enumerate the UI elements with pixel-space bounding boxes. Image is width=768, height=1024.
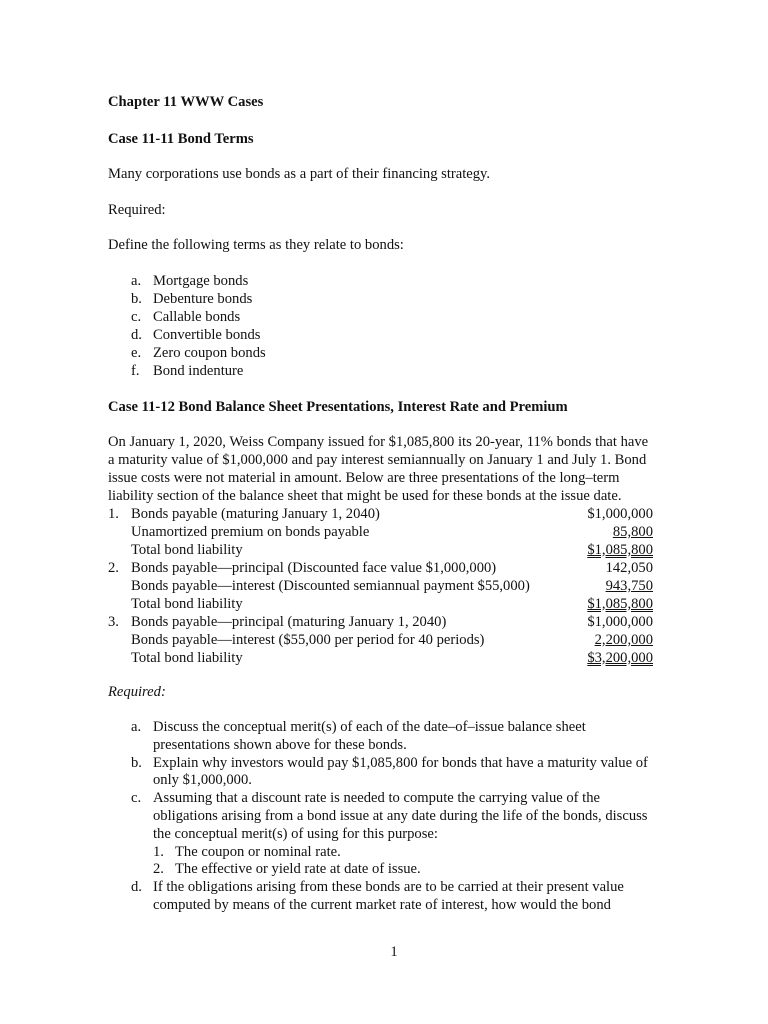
term-callable-bonds: Callable bonds [153,309,241,325]
question-line: obligations arising from a bond issue at any date during the life of the bonds, discuss [153,807,648,824]
case-11-12-paragraph-line: a maturity value of $1,000,000 and pay interest semiannually on January 1 and July 1. Bond [108,452,647,468]
list-item [131,273,431,291]
presentation-label: Unamortized premium on bonds payable [131,524,370,540]
list-marker: f. [131,363,140,379]
question-line: only $1,000,000. [153,772,252,789]
question-marker: b. [131,754,142,771]
presentation-amount: $3,200,000 [587,650,653,666]
presentation-label: Total bond liability [131,542,243,558]
presentation-label: Total bond liability [131,596,243,612]
list-marker: d. [131,327,142,343]
list-item [131,309,431,327]
sub-item [153,861,671,879]
presentation-row [108,650,653,668]
term-zero-coupon-bonds: Zero coupon bonds [153,345,266,361]
page-number: 1 [390,944,398,960]
question-line: Assuming that a discount rate is needed to compute the carrying value of the [153,790,601,807]
list-marker: e. [131,345,142,361]
presentation-row [108,596,653,614]
sub-item-marker: 1. [153,843,164,860]
presentation-row [108,560,653,578]
presentation-label: Bonds payable (maturing January 1, 2040) [131,506,380,522]
case-11-11-required-label: Required: [108,202,166,218]
required-questions-list [131,719,671,915]
presentation-label: Total bond liability [131,650,243,666]
question-line: presentations shown above for these bonds. [153,736,407,753]
question-line: If the obligations arising from these bonds are to be carried at their present value [153,879,624,896]
case-11-12-required-label: Required: [108,684,166,700]
presentation-amount: $1,000,000 [587,614,653,630]
presentation-label: Bonds payable—principal (Discounted face value $1,000,000) [131,560,497,576]
term-convertible-bonds: Convertible bonds [153,327,261,343]
question-line: Explain why investors would pay $1,085,800 for bonds that have a maturity value of [153,754,648,771]
question-d [131,879,671,915]
case-11-11-intro: Many corporations use bonds as a part of their financing strategy. [108,166,491,182]
question-a [131,719,671,755]
term-debenture-bonds: Debenture bonds [153,291,253,307]
sub-item-marker: 2. [153,861,164,878]
case-11-11-instruction: Define the following terms as they relate to bonds: [108,237,404,253]
sub-item [153,844,671,862]
list-marker: c. [131,309,142,325]
presentation-number: 2. [108,560,119,576]
presentation-amount: $1,085,800 [587,596,653,612]
presentation-row [108,614,653,632]
question-line: computed by means of the current market rate of interest, how would the bond [153,896,611,913]
presentation-label: Bonds payable—interest (Discounted semiannual payment $55,000) [131,578,530,594]
list-marker: b. [131,291,142,307]
case-11-12-paragraph-line: issue costs were not material in amount. Below are three presentations of the long–term [108,470,620,486]
question-b [131,755,671,791]
bond-terms-list [131,273,431,381]
presentation-amount: $1,085,800 [587,542,653,558]
list-item [131,291,431,309]
presentation-number: 1. [108,506,119,522]
question-marker: a. [131,719,142,735]
presentation-number: 3. [108,614,119,630]
list-marker: a. [131,273,142,289]
list-item [131,363,431,381]
term-bond-indenture: Bond indenture [153,363,244,379]
question-marker: c. [131,790,142,807]
presentation-row [108,506,653,524]
presentation-amount: 85,800 [612,524,653,540]
case-11-12-paragraph-line: On January 1, 2020, Weiss Company issued for $1,085,800 its 20-year, 11% bonds that have [108,434,649,450]
presentation-amount: 142,050 [605,560,653,576]
question-c-sublist [153,844,671,880]
presentation-amount: 2,200,000 [594,632,653,648]
question-line: the conceptual merit(s) of using for this purpose: [153,825,438,842]
presentation-row [108,542,653,560]
sub-item-text: The effective or yield rate at date of issue. [175,861,421,878]
case-11-12-heading: Case 11-12 Bond Balance Sheet Presentations, Interest Rate and Premium [108,399,568,415]
presentation-row [108,632,653,650]
presentation-label: Bonds payable—principal (maturing January 1, 2040) [131,614,447,630]
presentation-row [108,578,653,596]
case-11-11-heading: Case 11-11 Bond Terms [108,131,254,147]
presentation-amount: $1,000,000 [587,506,653,522]
question-marker: d. [131,879,142,896]
sub-item-text: The coupon or nominal rate. [175,843,341,860]
term-mortgage-bonds: Mortgage bonds [153,273,249,289]
presentation-amount: 943,750 [605,578,653,594]
list-item [131,345,431,363]
presentation-row [108,524,653,542]
case-11-12-paragraph-line: liability section of the balance sheet that might be used for these bonds at the issue date. [108,488,622,504]
list-item [131,327,431,345]
question-c [131,790,671,879]
presentation-label: Bonds payable—interest ($55,000 per period for 40 periods) [131,632,485,648]
question-line: Discuss the conceptual merit(s) of each of the date–of–issue balance sheet [153,719,586,735]
chapter-title: Chapter 11 WWW Cases [108,94,264,110]
